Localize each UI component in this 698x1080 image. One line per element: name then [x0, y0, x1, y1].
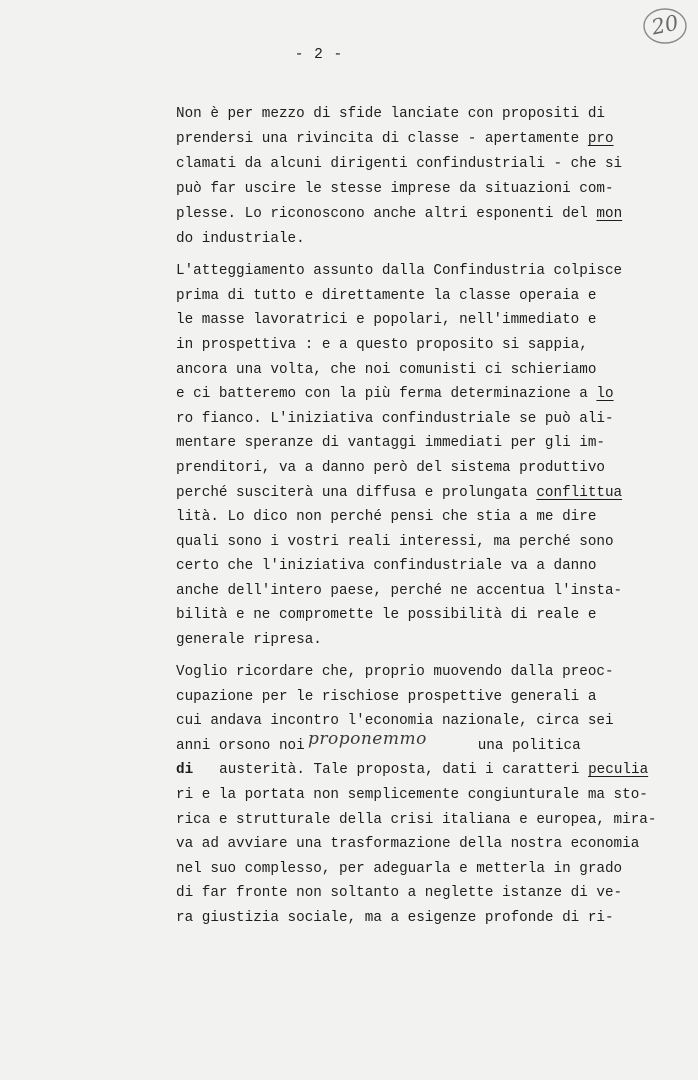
handwritten-correction [308, 729, 468, 759]
text-line: nel suo complesso, per adeguarla e metterla in grado [176, 861, 623, 877]
text-line: Non è per mezzo di sfide lanciate con propositi di [176, 106, 605, 122]
stamp-number: 20 [649, 10, 681, 40]
text-line: ri e la portata non semplicemente congiunturale ma sto- [176, 787, 648, 803]
text-line: quali sono i vostri reali interessi, ma perché sono [176, 534, 614, 550]
text-line: prendersi una rivincita di classe - apertamente pro [176, 131, 614, 147]
page-number: - 2 - [294, 47, 344, 63]
text-line: certo che l'iniziativa confindustriale va a danno [176, 558, 597, 574]
archive-page-stamp [641, 6, 689, 46]
text-line: lità. Lo dico non perché pensi che stia a me dire [176, 509, 597, 525]
text-line: può far uscire le stesse imprese da situazioni com- [176, 181, 614, 197]
text-line: ra giustizia sociale, ma a esigenze profonde di ri- [176, 910, 614, 926]
text-line: L'atteggiamento assunto dalla Confindustria colpisce [176, 263, 623, 279]
text-line: va ad avviare una trasformazione della nostra economia [176, 836, 640, 852]
text-line: clamati da alcuni dirigenti confindustriali - che si [176, 156, 623, 172]
text-line: ro fianco. L'iniziativa confindustriale se può ali- [176, 411, 614, 427]
text-line: in prospettiva : e a questo proposito si sappia, [176, 337, 588, 353]
text-line: le masse lavoratrici e popolari, nell'immediato e [176, 312, 597, 328]
text-line: anche dell'intero paese, perché ne accentua l'insta- [176, 583, 623, 599]
text-line: anni orsono noi una politica [176, 738, 581, 754]
text-line: perché susciterà una diffusa e prolungata conflittua [176, 485, 623, 501]
text-line: bilità e ne compromette le possibilità di reale e [176, 607, 597, 623]
text-line: generale ripresa. [176, 632, 322, 648]
handwritten-word: proponemmo [308, 729, 427, 749]
text-line: prima di tutto e direttamente la classe operaia e [176, 288, 597, 304]
text-line: mentare speranze di vantaggi immediati per gli im- [176, 435, 605, 451]
text-line: do industriale. [176, 231, 305, 247]
text-line: di austerità. Tale proposta, dati i caratteri peculia [176, 762, 649, 778]
text-line: plesse. Lo riconoscono anche altri esponenti del mon [176, 206, 623, 222]
text-line: cui andava incontro l'economia nazionale, circa sei [176, 713, 614, 729]
text-line: rica e strutturale della crisi italiana e europea, mira- [176, 812, 657, 828]
text-line: Voglio ricordare che, proprio muovendo dalla preoc- [176, 664, 614, 680]
text-line: e ci batteremo con la più ferma determinazione a lo [176, 386, 614, 402]
text-line: prenditori, va a danno però del sistema produttivo [176, 460, 605, 476]
text-line: ancora una volta, che noi comunisti ci schieriamo [176, 362, 597, 378]
text-line: di far fronte non soltanto a neglette istanze di ve- [176, 885, 623, 901]
text-line: cupazione per le rischiose prospettive generali a [176, 689, 597, 705]
